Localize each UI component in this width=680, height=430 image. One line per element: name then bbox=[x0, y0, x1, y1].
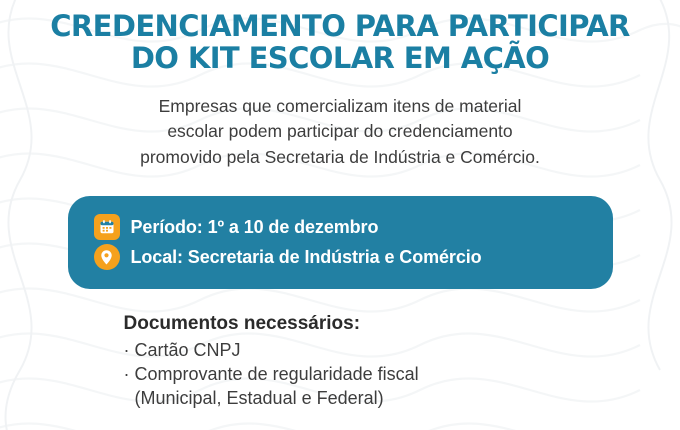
bullet-glyph: · bbox=[123, 340, 130, 361]
info-panel bbox=[68, 196, 613, 289]
period-label: Período: 1º a 10 de dezembro bbox=[130, 216, 379, 237]
page-title bbox=[30, 10, 650, 75]
intro-line-3: promovido pela Secretaria de Indústria e Comércio. bbox=[140, 146, 540, 167]
document-item-text: Comprovante de regularidade fiscal bbox=[134, 364, 419, 384]
bullet-glyph: · bbox=[123, 364, 130, 384]
location-label: Local: Secretaria de Indústria e Comércio bbox=[130, 246, 482, 267]
document-item-text: Cartão CNPJ bbox=[134, 340, 241, 361]
info-row-period bbox=[94, 214, 591, 240]
intro-line-2: escolar podem participar do credenciamento bbox=[167, 121, 513, 142]
documents-section bbox=[68, 313, 613, 411]
intro-line-1: Empresas que comercializam itens de material bbox=[158, 95, 522, 116]
list-item bbox=[124, 363, 613, 387]
page-title-line-2: DO KIT ESCOLAR EM AÇÃO bbox=[130, 41, 550, 76]
list-item bbox=[124, 339, 613, 363]
document-item-text: (Municipal, Estadual e Federal) bbox=[134, 387, 384, 408]
intro-paragraph bbox=[60, 94, 620, 170]
documents-list bbox=[124, 339, 613, 411]
location-pin-icon bbox=[94, 244, 120, 270]
info-row-location bbox=[94, 244, 591, 270]
documents-title: Documentos necessários: bbox=[123, 313, 361, 335]
list-item bbox=[124, 387, 613, 411]
calendar-icon bbox=[94, 214, 120, 240]
page-title-line-1: CREDENCIAMENTO PARA PARTICIPAR bbox=[50, 9, 630, 43]
